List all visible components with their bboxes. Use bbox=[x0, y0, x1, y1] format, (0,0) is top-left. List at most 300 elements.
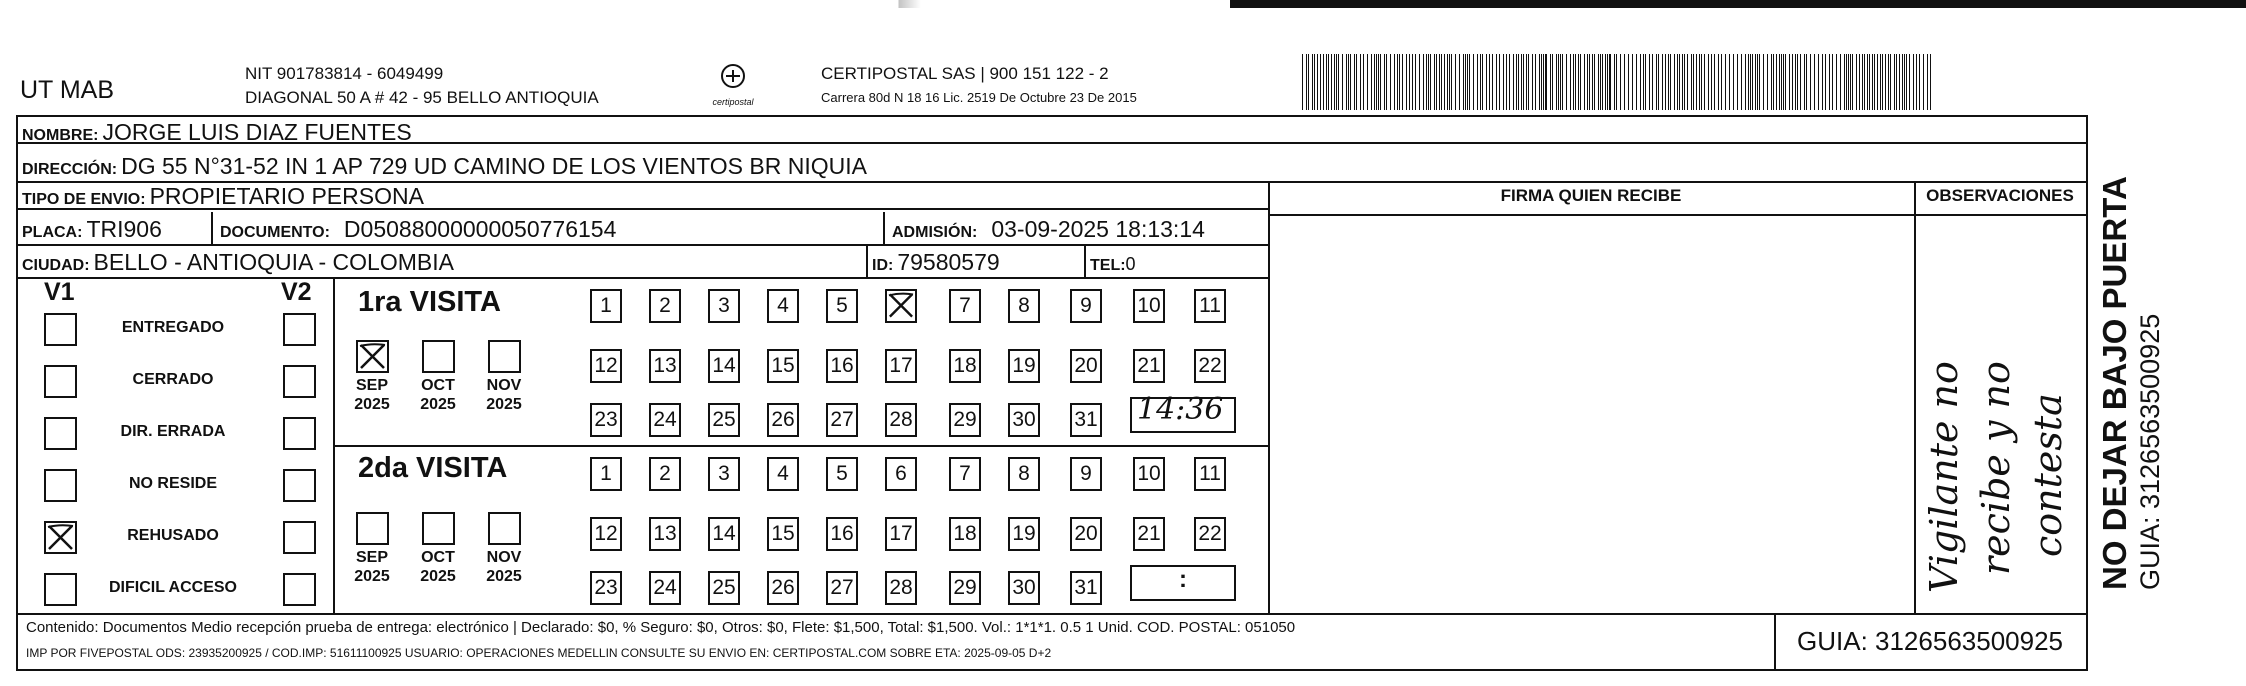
visit2-day-1[interactable]: 1 bbox=[590, 457, 622, 491]
barcode-bar bbox=[1767, 54, 1768, 110]
barcode-bar bbox=[1636, 54, 1637, 110]
barcode-bar bbox=[1771, 54, 1772, 110]
tipo-row: TIPO DE ENVIO: PROPIETARIO PERSONA bbox=[22, 183, 424, 209]
barcode-bar bbox=[1455, 54, 1456, 110]
visit2-month-checkbox-sep[interactable] bbox=[356, 512, 389, 545]
barcode-bar bbox=[1862, 54, 1863, 110]
month-year: 2025 bbox=[420, 396, 456, 413]
barcode-bar bbox=[1916, 54, 1917, 110]
visit1-day-21[interactable]: 21 bbox=[1133, 349, 1165, 383]
barcode-bar bbox=[1543, 54, 1544, 110]
visit1-month-checkbox-nov[interactable] bbox=[488, 340, 521, 373]
visit2-day-10[interactable]: 10 bbox=[1133, 457, 1165, 491]
visit1-day-29[interactable]: 29 bbox=[949, 403, 981, 437]
barcode-bar bbox=[1489, 54, 1490, 110]
barcode-bar bbox=[1317, 54, 1318, 110]
visit1-day-11[interactable]: 11 bbox=[1194, 289, 1226, 323]
barcode-bar bbox=[1513, 54, 1514, 110]
barcode-bar bbox=[1380, 54, 1381, 110]
barcode-bar bbox=[1628, 54, 1629, 110]
barcode-bar bbox=[1923, 54, 1924, 110]
col-line bbox=[1084, 246, 1086, 277]
barcode-bar bbox=[1800, 54, 1801, 110]
barcode-bar bbox=[1384, 54, 1385, 110]
visit1-day-1[interactable]: 1 bbox=[590, 289, 622, 323]
barcode-bar bbox=[1846, 54, 1847, 110]
visit2-day-25[interactable]: 25 bbox=[708, 571, 740, 605]
visit2-day-15[interactable]: 15 bbox=[767, 517, 799, 551]
barcode-bar bbox=[1733, 54, 1734, 110]
barcode-bar bbox=[1711, 54, 1712, 110]
barcode-bar bbox=[1656, 54, 1657, 110]
visit1-day-27[interactable]: 27 bbox=[826, 403, 858, 437]
admision-row: ADMISIÓN: 03-09-2025 18:13:14 bbox=[892, 216, 1205, 242]
barcode-bar bbox=[1856, 54, 1857, 110]
barcode-bar bbox=[1378, 54, 1379, 110]
observaciones-handwriting bbox=[1914, 214, 2086, 613]
visit2-day-14[interactable]: 14 bbox=[708, 517, 740, 551]
barcode-bar bbox=[1562, 54, 1563, 110]
visit1-day-10[interactable]: 10 bbox=[1133, 289, 1165, 323]
visit2-day-29[interactable]: 29 bbox=[949, 571, 981, 605]
visit2-day-18[interactable]: 18 bbox=[949, 517, 981, 551]
barcode-bar bbox=[1436, 54, 1437, 110]
visit2-day-19[interactable]: 19 bbox=[1008, 517, 1040, 551]
month-year: 2025 bbox=[486, 396, 522, 413]
sender-address: DIAGONAL 50 A # 42 - 95 BELLO ANTIOQUIA bbox=[245, 88, 599, 107]
barcode-bar bbox=[1885, 54, 1886, 110]
barcode-bar bbox=[1480, 54, 1481, 110]
visit1-day-13[interactable]: 13 bbox=[649, 349, 681, 383]
visit1-day-30[interactable]: 30 bbox=[1008, 403, 1040, 437]
barcode-bar bbox=[1818, 54, 1819, 110]
v1-checkbox-dificil-acceso[interactable] bbox=[44, 573, 77, 606]
barcode-bar bbox=[1532, 54, 1533, 110]
barcode-bar bbox=[1473, 54, 1474, 110]
month-year: 2025 bbox=[354, 396, 390, 413]
reason-label: ENTREGADO bbox=[121, 319, 225, 336]
col-line bbox=[211, 212, 213, 244]
visit2-day-4[interactable]: 4 bbox=[767, 457, 799, 491]
month-name: SEP bbox=[355, 549, 388, 566]
barcode-bar bbox=[1541, 54, 1542, 110]
barcode-bar bbox=[1867, 54, 1868, 110]
barcode-bar bbox=[1877, 54, 1878, 110]
barcode-bar bbox=[1832, 54, 1833, 110]
visit2-month-checkbox-nov[interactable] bbox=[488, 512, 521, 545]
visit2-day-22[interactable]: 22 bbox=[1194, 517, 1226, 551]
barcode-bar bbox=[1773, 54, 1774, 110]
barcode-bar bbox=[1797, 54, 1798, 110]
barcode-bar bbox=[1913, 54, 1914, 110]
barcode-bar bbox=[1904, 54, 1905, 110]
visit1-day-7[interactable]: 7 bbox=[949, 289, 981, 323]
visit1-title: 1ra VISITA bbox=[358, 286, 501, 318]
barcode-bar bbox=[1737, 54, 1738, 110]
visit2-day-2[interactable]: 2 bbox=[649, 457, 681, 491]
v2-checkbox-rehusado[interactable] bbox=[283, 521, 316, 554]
visit2-day-27[interactable]: 27 bbox=[826, 571, 858, 605]
barcode-bar bbox=[1486, 54, 1487, 110]
visit1-day-14[interactable]: 14 bbox=[708, 349, 740, 383]
barcode-bar bbox=[1444, 54, 1445, 110]
barcode-bar bbox=[1376, 54, 1377, 110]
visit2-day-20[interactable]: 20 bbox=[1070, 517, 1102, 551]
barcode-bar bbox=[1745, 54, 1746, 110]
visit1-day-12[interactable]: 12 bbox=[590, 349, 622, 383]
v2-label: V2 bbox=[281, 278, 312, 306]
barcode-bar bbox=[1691, 54, 1692, 110]
barcode-bar bbox=[1503, 54, 1504, 110]
barcode-bar bbox=[1665, 54, 1666, 110]
barcode-bar bbox=[1426, 54, 1427, 110]
barcode-bar bbox=[1643, 54, 1644, 110]
barcode-bar bbox=[1573, 54, 1574, 110]
direccion-value: DG 55 N°31-52 IN 1 AP 729 UD CAMINO DE LOS VIENTOS BR NIQUIA bbox=[121, 153, 867, 179]
visit2-day-31[interactable]: 31 bbox=[1070, 571, 1102, 605]
barcode-bar bbox=[1779, 54, 1780, 110]
v1-checkbox-rehusado[interactable] bbox=[44, 521, 77, 554]
v2-checkbox-cerrado[interactable] bbox=[283, 365, 316, 398]
barcode-bar bbox=[1609, 54, 1611, 110]
barcode-bar bbox=[1459, 54, 1460, 110]
barcode-bar bbox=[1465, 54, 1466, 110]
visit1-day-28[interactable]: 28 bbox=[885, 403, 917, 437]
visit2-day-26[interactable]: 26 bbox=[767, 571, 799, 605]
barcode-bar bbox=[1632, 54, 1633, 110]
month-name: OCT bbox=[421, 377, 455, 394]
barcode-bar bbox=[1406, 54, 1407, 110]
barcode-bar bbox=[1792, 54, 1793, 110]
barcode-bar bbox=[1930, 54, 1931, 110]
footer-guia: GUIA: 3126563500925 bbox=[1797, 626, 2063, 656]
barcode-bar bbox=[1350, 54, 1351, 110]
v1-label: V1 bbox=[44, 278, 75, 306]
visit1-day-8[interactable]: 8 bbox=[1008, 289, 1040, 323]
col-line bbox=[883, 212, 885, 244]
v1-checkbox-cerrado[interactable] bbox=[44, 365, 77, 398]
id-row: ID: 79580579 bbox=[872, 249, 1000, 275]
barcode-bar bbox=[1390, 54, 1391, 110]
barcode-bar bbox=[1439, 54, 1440, 110]
barcode-bar bbox=[1668, 54, 1669, 110]
visit2-month-label bbox=[479, 548, 529, 586]
visit2-day-28[interactable]: 28 bbox=[885, 571, 917, 605]
visit2-day-6[interactable]: 6 bbox=[885, 457, 917, 491]
barcode-bar bbox=[1872, 54, 1873, 110]
barcode-bar bbox=[1806, 54, 1807, 110]
visit2-day-21[interactable]: 21 bbox=[1133, 517, 1165, 551]
barcode-bar bbox=[1752, 54, 1753, 110]
visit1-day-31[interactable]: 31 bbox=[1070, 403, 1102, 437]
barcode-bar bbox=[1607, 54, 1608, 110]
observaciones-line: Vigilante no bbox=[1922, 361, 1966, 593]
barcode-bar bbox=[1441, 54, 1442, 110]
frame-right bbox=[2086, 115, 2088, 671]
visit1-day-6[interactable] bbox=[885, 289, 917, 323]
barcode-bar bbox=[1570, 54, 1571, 110]
visit1-day-16[interactable]: 16 bbox=[826, 349, 858, 383]
barcode-bar bbox=[1394, 54, 1395, 110]
v1-checkbox-entregado[interactable] bbox=[44, 313, 77, 346]
company-name: CERTIPOSTAL SAS | 900 151 122 - 2 bbox=[821, 64, 1109, 83]
barcode-bar bbox=[1927, 54, 1928, 110]
barcode-bar bbox=[1592, 54, 1593, 110]
barcode-bar bbox=[1356, 54, 1357, 110]
admision-value: 03-09-2025 18:13:14 bbox=[991, 216, 1205, 242]
barcode-bar bbox=[1810, 54, 1811, 110]
barcode-bar bbox=[1624, 54, 1625, 110]
barcode-bar bbox=[1492, 54, 1493, 110]
barcode-bar bbox=[1499, 54, 1500, 110]
barcode-bar bbox=[1874, 54, 1875, 110]
barcode-bar bbox=[1419, 54, 1420, 110]
month-year: 2025 bbox=[354, 568, 390, 585]
barcode-bar bbox=[1888, 54, 1889, 110]
visit2-day-24[interactable]: 24 bbox=[649, 571, 681, 605]
barcode-bar bbox=[1687, 54, 1688, 110]
v1-checkbox-no-reside[interactable] bbox=[44, 469, 77, 502]
v2-checkbox-entregado[interactable] bbox=[283, 313, 316, 346]
visit1-day-9[interactable]: 9 bbox=[1070, 289, 1102, 323]
visit2-day-30[interactable]: 30 bbox=[1008, 571, 1040, 605]
barcode-bar bbox=[1652, 54, 1653, 110]
v2-checkbox-dificil-acceso[interactable] bbox=[283, 573, 316, 606]
id-value: 79580579 bbox=[897, 249, 1000, 275]
barcode-bar bbox=[1575, 54, 1576, 110]
visit1-day-19[interactable]: 19 bbox=[1008, 349, 1040, 383]
barcode-bar bbox=[1882, 54, 1883, 110]
barcode-bar bbox=[1869, 54, 1870, 110]
firma-label: FIRMA QUIEN RECIBE bbox=[1500, 186, 1682, 205]
barcode-bar bbox=[1308, 54, 1309, 110]
barcode-bar bbox=[1469, 54, 1470, 110]
barcode-bar bbox=[1545, 54, 1547, 110]
nombre-row: NOMBRE: JORGE LUIS DIAZ FUENTES bbox=[22, 119, 412, 145]
barcode-bar bbox=[1679, 54, 1680, 110]
barcode-bar bbox=[1725, 54, 1726, 110]
v2-checkbox-no-reside[interactable] bbox=[283, 469, 316, 502]
barcode-bar bbox=[1600, 54, 1601, 110]
barcode-bar bbox=[1354, 54, 1355, 110]
visit2-day-5[interactable]: 5 bbox=[826, 457, 858, 491]
visit1-month-label bbox=[479, 376, 529, 414]
barcode-bar bbox=[1334, 54, 1335, 110]
barcode-bar bbox=[1535, 54, 1536, 110]
visit2-day-8[interactable]: 8 bbox=[1008, 457, 1040, 491]
barcode-bar bbox=[1336, 54, 1337, 110]
col-line bbox=[1268, 181, 1270, 613]
visit2-title: 2da VISITA bbox=[358, 452, 508, 484]
visit2-day-23[interactable]: 23 bbox=[590, 571, 622, 605]
barcode-bar bbox=[1620, 54, 1621, 110]
barcode-bar bbox=[1899, 54, 1900, 110]
month-name: NOV bbox=[486, 549, 522, 566]
barcode-bar bbox=[1374, 54, 1375, 110]
barcode-bar bbox=[1919, 54, 1920, 110]
visit1-day-25[interactable]: 25 bbox=[708, 403, 740, 437]
barcode-bar bbox=[1463, 54, 1464, 110]
barcode-bar bbox=[1640, 54, 1641, 110]
visit2-day-7[interactable]: 7 bbox=[949, 457, 981, 491]
barcode-bar bbox=[1386, 54, 1387, 110]
visit2-day-16[interactable]: 16 bbox=[826, 517, 858, 551]
barcode-bar bbox=[1566, 54, 1567, 110]
barcode-bar bbox=[1721, 54, 1722, 110]
barcode-bar bbox=[1363, 54, 1364, 110]
barcode-bar bbox=[1684, 54, 1685, 110]
barcode-bar bbox=[1776, 54, 1777, 110]
barcode-bar bbox=[1822, 54, 1823, 110]
barcode-bar bbox=[1346, 54, 1347, 110]
visit2-day-17[interactable]: 17 bbox=[885, 517, 917, 551]
barcode-bar bbox=[1598, 54, 1599, 110]
observaciones-label: OBSERVACIONES bbox=[1926, 186, 2074, 205]
barcode-bar bbox=[1423, 54, 1424, 110]
barcode-bar bbox=[1338, 54, 1339, 110]
visit1-day-24[interactable]: 24 bbox=[649, 403, 681, 437]
no-dejar-warning: NO DEJAR BAJO PUERTA bbox=[2096, 176, 2133, 590]
direccion-row: DIRECCIÓN: DG 55 N°31-52 IN 1 AP 729 UD CAMINO DE LOS VIENTOS BR NIQUIA bbox=[22, 153, 867, 179]
placa-row: PLACA: TRI906 bbox=[22, 216, 162, 242]
ciudad-row: CIUDAD: BELLO - ANTIOQUIA - COLOMBIA bbox=[22, 249, 454, 275]
barcode-bar bbox=[1556, 54, 1557, 110]
barcode-bar bbox=[1783, 54, 1784, 110]
month-name: SEP bbox=[355, 377, 388, 394]
barcode-bar bbox=[1677, 54, 1678, 110]
barcode-bar bbox=[1578, 54, 1579, 110]
barcode-bar bbox=[1836, 54, 1837, 110]
barcode-bar bbox=[1451, 54, 1452, 110]
barcode-bar bbox=[1447, 54, 1448, 110]
visit2-month-checkbox-oct[interactable] bbox=[422, 512, 455, 545]
barcode-bar bbox=[1614, 54, 1615, 110]
barcode-bar bbox=[1342, 54, 1343, 110]
barcode-bar bbox=[1859, 54, 1860, 110]
barcode-bar bbox=[1645, 54, 1646, 110]
barcode-bar bbox=[1763, 54, 1764, 110]
frame-top bbox=[16, 115, 2088, 117]
barcode-bar bbox=[1320, 54, 1321, 110]
barcode-bar bbox=[1605, 54, 1606, 110]
visit1-day-22[interactable]: 22 bbox=[1194, 349, 1226, 383]
visit2-day-11[interactable]: 11 bbox=[1194, 457, 1226, 491]
visit1-day-18[interactable]: 18 bbox=[949, 349, 981, 383]
visit1-day-20[interactable]: 20 bbox=[1070, 349, 1102, 383]
visit2-day-3[interactable]: 3 bbox=[708, 457, 740, 491]
barcode-bar bbox=[1729, 54, 1730, 110]
sender-name: UT MAB bbox=[20, 76, 114, 104]
footer-line1: Contenido: Documentos Medio recepción prueba de entrega: electrónico | Declarado: $0, % Seguro: $0, Otros: $0, Flete: $1,500, Total: $1,500. Vol.: 1*1*1. 0.5 1 Unid. COD. POSTAL: 051050 bbox=[26, 619, 1296, 636]
visit1-time: 14:36 bbox=[1137, 392, 1224, 427]
barcode-bar bbox=[1708, 54, 1709, 110]
row-line bbox=[16, 613, 2088, 615]
barcode-bar bbox=[1714, 54, 1715, 110]
barcode-bar bbox=[1852, 54, 1853, 110]
barcode-bar bbox=[1558, 54, 1559, 110]
visit2-day-12[interactable]: 12 bbox=[590, 517, 622, 551]
barcode-bar bbox=[1367, 54, 1368, 110]
visit2-day-13[interactable]: 13 bbox=[649, 517, 681, 551]
barcode-bar bbox=[1909, 54, 1910, 110]
barcode-bar bbox=[1693, 54, 1694, 110]
barcode-bar bbox=[1539, 54, 1540, 110]
barcode-bar bbox=[1409, 54, 1410, 110]
visit1-day-17[interactable]: 17 bbox=[885, 349, 917, 383]
barcode-bar bbox=[1312, 54, 1313, 110]
side-guia: GUIA: 3126563500925 bbox=[2135, 313, 2165, 590]
barcode-bar bbox=[1360, 54, 1361, 110]
tipo-value: PROPIETARIO PERSONA bbox=[149, 183, 424, 209]
observaciones-line: contesta bbox=[2026, 393, 2070, 557]
tel-row: TEL:0 bbox=[1090, 254, 1136, 274]
visit1-day-26[interactable]: 26 bbox=[767, 403, 799, 437]
barcode-bar bbox=[1755, 54, 1756, 110]
visit1-month-checkbox-oct[interactable] bbox=[422, 340, 455, 373]
barcode-bar bbox=[1449, 54, 1450, 110]
ciudad-value: BELLO - ANTIOQUIA - COLOMBIA bbox=[93, 249, 454, 275]
barcode-bar bbox=[1670, 54, 1671, 110]
visit1-day-5[interactable]: 5 bbox=[826, 289, 858, 323]
nit: NIT 901783814 - 6049499 bbox=[245, 64, 444, 83]
barcode-bar bbox=[1323, 54, 1324, 110]
barcode-bar bbox=[1587, 54, 1588, 110]
barcode-bar bbox=[1699, 54, 1700, 110]
barcode-bar bbox=[1521, 54, 1522, 110]
footer-line2: IMP POR FIVEPOSTAL ODS: 23935200925 / COD.IMP: 51611100925 USUARIO: OPERACIONES MEDELLIN CONSULTE SU ENVIO EN: CERTIPOSTAL.COM SOBRE ETA: 2025-09-05 D+2 bbox=[26, 646, 1052, 660]
visit1-day-2[interactable]: 2 bbox=[649, 289, 681, 323]
barcode-bar bbox=[1602, 54, 1603, 110]
barcode-bar bbox=[1896, 54, 1897, 110]
barcode-bar bbox=[1741, 54, 1742, 110]
barcode-bar bbox=[1674, 54, 1675, 110]
barcode-bar bbox=[1649, 54, 1650, 110]
barcode-bar bbox=[1326, 54, 1327, 110]
barcode-bar bbox=[1415, 54, 1416, 110]
v1-checkbox-dir-errada[interactable] bbox=[44, 417, 77, 450]
barcode-bar bbox=[1428, 54, 1429, 110]
visit1-month-label bbox=[413, 376, 463, 414]
barcode-bar bbox=[1516, 54, 1517, 110]
visit2-month-label bbox=[347, 548, 397, 586]
barcode-bar bbox=[1848, 54, 1849, 110]
visit1-month-checkbox-sep[interactable] bbox=[356, 340, 389, 373]
scan-artifact-right bbox=[1230, 0, 2246, 8]
month-name: NOV bbox=[486, 377, 522, 394]
barcode-bar bbox=[1584, 54, 1585, 110]
barcode-bar bbox=[1518, 54, 1519, 110]
barcode-bar bbox=[1701, 54, 1702, 110]
v2-checkbox-dir-errada[interactable] bbox=[283, 417, 316, 450]
month-year: 2025 bbox=[486, 568, 522, 585]
reason-label: DIFICIL ACCESO bbox=[108, 579, 237, 596]
reason-label: CERRADO bbox=[132, 371, 214, 388]
barcode-bar bbox=[1477, 54, 1478, 110]
barcode-bar bbox=[1890, 54, 1891, 110]
nombre-value: JORGE LUIS DIAZ FUENTES bbox=[102, 119, 412, 145]
company-license: Carrera 80d N 18 16 Lic. 2519 De Octubre 23 De 2015 bbox=[821, 90, 1137, 105]
visit1-day-3[interactable]: 3 bbox=[708, 289, 740, 323]
visit1-day-15[interactable]: 15 bbox=[767, 349, 799, 383]
logo-text: certipostal bbox=[712, 97, 754, 107]
barcode-bar bbox=[1759, 54, 1760, 110]
visit2-day-9[interactable]: 9 bbox=[1070, 457, 1102, 491]
visit1-day-4[interactable]: 4 bbox=[767, 289, 799, 323]
visit2-month-label bbox=[413, 548, 463, 586]
barcode-bar bbox=[1594, 54, 1595, 110]
visit1-day-23[interactable]: 23 bbox=[590, 403, 622, 437]
reason-label: NO RESIDE bbox=[128, 475, 217, 492]
